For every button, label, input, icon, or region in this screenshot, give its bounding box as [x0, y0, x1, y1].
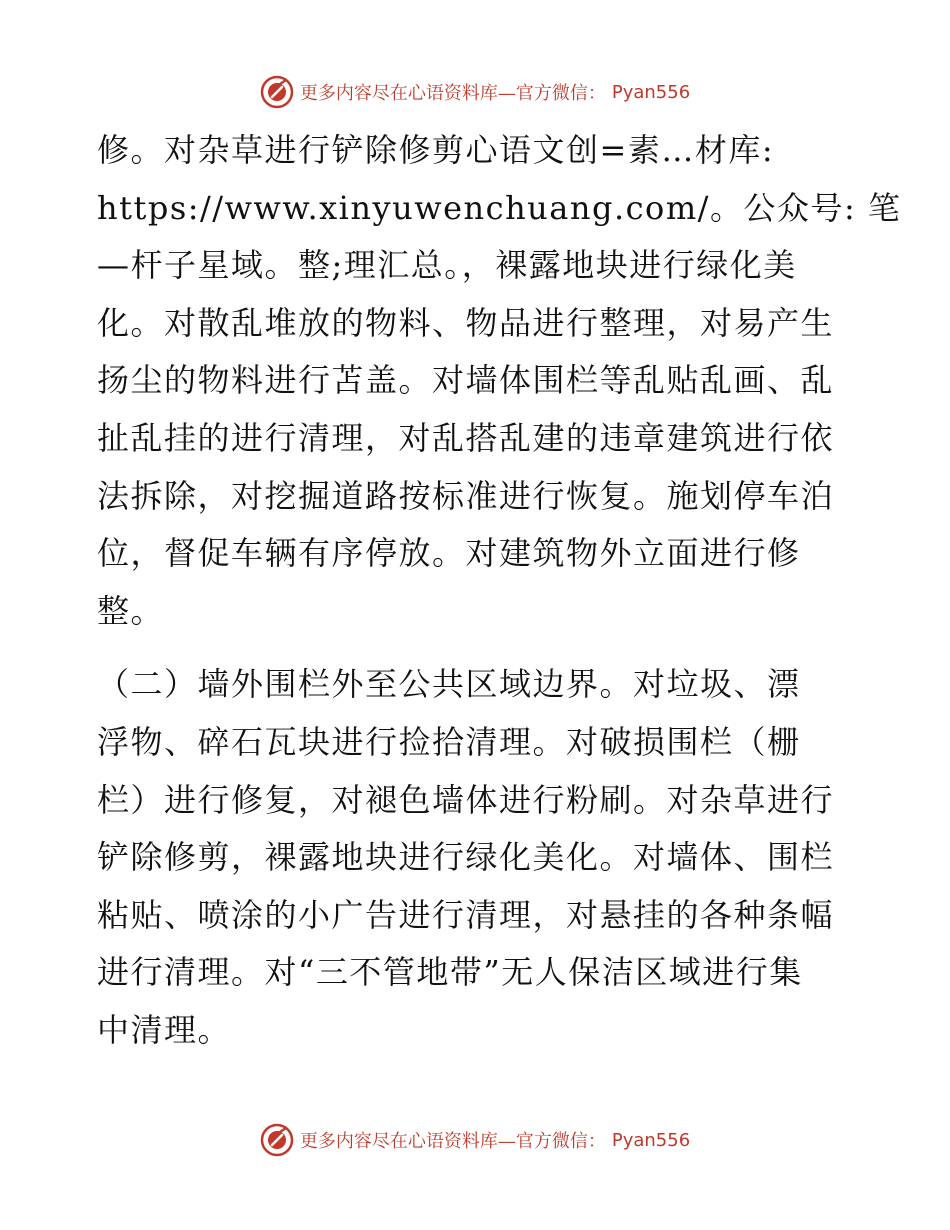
text-line: —杆子星域。整;理汇总。，裸露地块进行绿化美	[97, 246, 797, 285]
header-wechat-id: Pyan556	[611, 81, 691, 103]
header-banner-text: 更多内容尽在心语资料库—官方微信：	[299, 83, 606, 104]
header-banner	[0, 72, 950, 112]
text-line: 浮物、碎石瓦块进行捡拾清理。对破损围栏（栅	[97, 722, 801, 761]
text-line: 中清理。	[97, 1010, 232, 1049]
paragraph-2	[97, 656, 857, 1059]
seal-logo-icon	[260, 1123, 294, 1157]
document-body	[97, 122, 902, 1060]
text-line: （二）墙外围栏外至公共区域边界。对垃圾、漂	[97, 665, 801, 704]
text-line: 扬尘的物料进行苫盖。对墙体围栏等乱贴乱画、乱	[97, 361, 835, 400]
text-line: 整。	[97, 591, 165, 630]
paragraph-1	[97, 122, 902, 640]
footer-wechat-id: Pyan556	[611, 1129, 691, 1151]
text-line: 铲除修剪，裸露地块进行绿化美化。对墙体、围栏	[97, 838, 835, 877]
text-line: 修。对杂草进行铲除修剪心语文创=素…材库:	[97, 131, 775, 169]
text-line: 扯乱挂的进行清理，对乱搭乱建的违章建筑进行依	[97, 418, 835, 457]
text-line: 位，督促车辆有序停放。对建筑物外立面进行修	[97, 534, 801, 573]
text-line: 栏）进行修复，对褪色墙体进行粉刷。对杂草进行	[97, 780, 835, 819]
text-line: 粘贴、喷涂的小广告进行清理，对悬挂的各种条幅	[97, 895, 835, 934]
footer-banner	[0, 1120, 950, 1160]
footer-banner-text: 更多内容尽在心语资料库—官方微信：	[299, 1131, 606, 1152]
text-line: 法拆除，对挖掘道路按标准进行恢复。施划停车泊	[97, 476, 835, 515]
text-line: 进行清理。对“三不管地带”无人保洁区域进行集	[97, 953, 803, 992]
text-line: https://www.xinyuwenchuang.com/。公众号: 笔	[97, 188, 902, 227]
text-line: 化。对散乱堆放的物料、物品进行整理，对易产生	[97, 303, 835, 342]
seal-logo-icon	[260, 75, 294, 109]
